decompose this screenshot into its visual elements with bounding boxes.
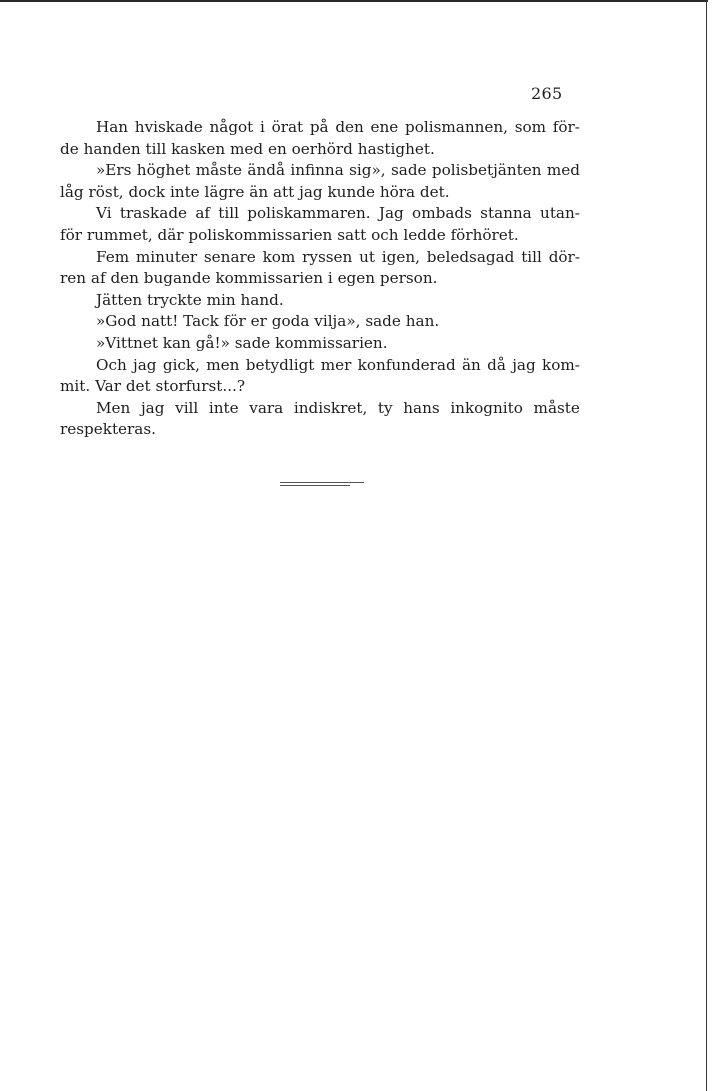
text-line: »Vittnet kan gå!» sade kommissarien. bbox=[96, 333, 388, 352]
text-line: »God natt! Tack för er goda vilja», sade han. bbox=[96, 312, 440, 331]
text-line: låg röst, dock inte lägre än att jag kunde höra det. bbox=[60, 182, 450, 201]
text-line: Och jag gick, men betydligt mer konfunderad än då jag kom- bbox=[96, 355, 580, 374]
text-line: Han hviskade något i örat på den ene polismannen, som för- bbox=[96, 118, 580, 136]
text-line: ren af den bugande kommissarien i egen person. bbox=[60, 269, 438, 288]
page-top-edge bbox=[0, 0, 708, 2]
section-end-ornament bbox=[280, 482, 364, 488]
text-line: Vi traskade af till poliskammaren. Jag ombads stanna utan- bbox=[96, 204, 580, 223]
text-line: mit. Var det storfurst...? bbox=[60, 377, 245, 396]
page-number: 265 bbox=[531, 84, 563, 103]
ornament-rule-bottom bbox=[280, 485, 350, 486]
text-line: de handen till kasken med en oerhörd hastighet. bbox=[60, 139, 435, 158]
page-right-edge bbox=[706, 0, 707, 1091]
text-line: Jätten tryckte min hand. bbox=[96, 290, 284, 309]
text-line: Fem minuter senare kom ryssen ut igen, beledsagad till dör- bbox=[96, 247, 580, 266]
text-line: Men jag vill inte vara indiskret, ty hans inkognito måste bbox=[96, 398, 580, 417]
ornament-rule-top bbox=[280, 482, 364, 483]
text-line: respekteras. bbox=[60, 420, 156, 439]
body-text bbox=[60, 117, 580, 441]
text-line: »Ers höghet måste ändå infinna sig», sade polisbetjänten med bbox=[96, 161, 580, 180]
text-line: för rummet, där poliskommissarien satt och ledde förhöret. bbox=[60, 225, 519, 244]
